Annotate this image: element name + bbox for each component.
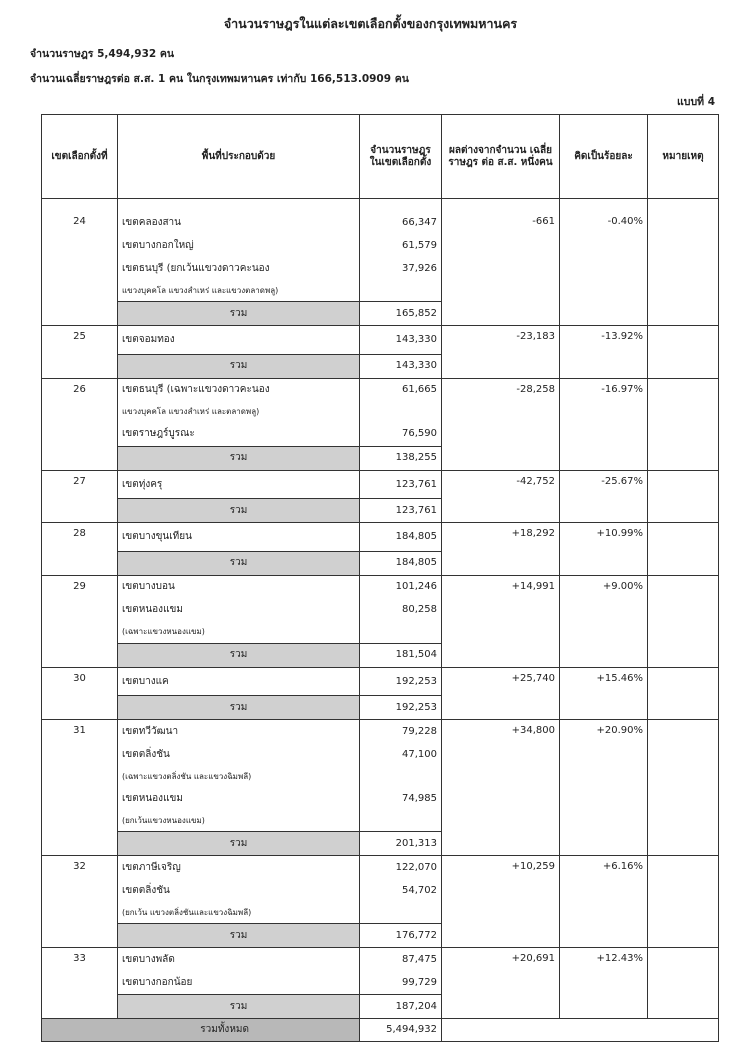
subtotal-value: 187,204 (360, 995, 442, 1019)
table-header-row (42, 115, 719, 199)
population-value: 61,579 (360, 234, 442, 257)
area-name: (ยกเว้น แขวงตลิ่งชันและแขวงฉิมพลี) (118, 902, 360, 924)
area-name: เขตทวีวัฒนา (118, 720, 360, 744)
subtotal-blank (42, 354, 118, 378)
population-summary: จำนวนราษฎร 5,494,932 คน (30, 48, 175, 60)
population-value: 47,100 (360, 743, 442, 766)
area-name: เขตราษฎร์บูรณะ (118, 423, 360, 447)
subtotal-value: 181,504 (360, 643, 442, 667)
difference-value: +25,740 (442, 667, 560, 720)
subtotal-blank (42, 832, 118, 856)
population-value: 123,761 (360, 470, 442, 499)
district-number: 25 (42, 326, 118, 355)
difference-value: +10,259 (442, 856, 560, 948)
population-value: 101,246 (360, 575, 442, 599)
percent-value: +10.99% (560, 523, 648, 576)
area-name: เขตทุ่งครุ (118, 470, 360, 499)
subtotal-label: รวม (118, 551, 360, 575)
area-name: เขตภาษีเจริญ (118, 856, 360, 880)
district-number: 31 (42, 720, 118, 832)
percent-value: -0.40% (560, 211, 648, 326)
table-row (42, 856, 719, 880)
population-value (360, 766, 442, 787)
average-summary: จำนวนเฉลี่ยราษฎรต่อ ส.ส. 1 คน ในกรุงเทพมหานคร เท่ากับ 166,513.0909 คน (30, 73, 409, 85)
area-name: เขตธนบุรี (เฉพาะแขวงดาวคะนอง (118, 378, 360, 402)
population-table (41, 114, 719, 1042)
difference-value: -23,183 (442, 326, 560, 379)
population-value: 74,985 (360, 787, 442, 810)
table-body (42, 199, 719, 1042)
population-value: 54,702 (360, 879, 442, 902)
population-value: 61,665 (360, 378, 442, 402)
area-name: (เฉพาะแขวงตลิ่งชัน และแขวงฉิมพลี) (118, 766, 360, 787)
area-name: เขตตลิ่งชัน (118, 879, 360, 902)
remark-cell (648, 948, 719, 1019)
area-name: (เฉพาะแขวงหนองแขม) (118, 622, 360, 644)
grand-total-row (42, 1019, 719, 1042)
remark-cell (648, 575, 719, 667)
percent-value: -16.97% (560, 378, 648, 470)
percent-value: -25.67% (560, 470, 648, 523)
area-name: เขตบางบอน (118, 575, 360, 599)
difference-value: +18,292 (442, 523, 560, 576)
table-row (42, 470, 719, 499)
district-number: 26 (42, 378, 118, 446)
remark-cell (648, 720, 719, 856)
remark-cell (648, 523, 719, 576)
population-value (360, 810, 442, 832)
population-value: 79,228 (360, 720, 442, 744)
area-name: เขตหนองแขม (118, 599, 360, 622)
subtotal-label: รวม (118, 924, 360, 948)
population-value (360, 280, 442, 302)
table-row (42, 378, 719, 402)
subtotal-blank (42, 696, 118, 720)
population-value: 122,070 (360, 856, 442, 880)
header-remark: หมายเหตุ (648, 115, 719, 199)
percent-value: +20.90% (560, 720, 648, 856)
subtotal-label: รวม (118, 446, 360, 470)
table-row (42, 523, 719, 552)
remark-cell (648, 856, 719, 948)
subtotal-label: รวม (118, 995, 360, 1019)
population-value (360, 402, 442, 423)
area-name: เขตจอมทอง (118, 326, 360, 355)
header-population: จำนวนราษฎร ในเขตเลือกตั้ง (360, 115, 442, 199)
subtotal-label: รวม (118, 832, 360, 856)
area-name: เขตธนบุรี (ยกเว้นแขวงดาวคะนอง (118, 257, 360, 280)
subtotal-blank (42, 643, 118, 667)
header-difference: ผลต่างจากจำนวน เฉลี่ยราษฎร ต่อ ส.ส. หนึ่งคน (442, 115, 560, 199)
header-area: พื้นที่ประกอบด้วย (118, 115, 360, 199)
area-name: เขตบางพลัด (118, 948, 360, 972)
population-value (360, 622, 442, 644)
form-number: แบบที่ 4 (677, 96, 715, 108)
subtotal-value: 201,313 (360, 832, 442, 856)
remark-cell (648, 211, 719, 326)
subtotal-blank (42, 302, 118, 326)
percent-value: +12.43% (560, 948, 648, 1019)
population-value (360, 902, 442, 924)
district-number: 28 (42, 523, 118, 552)
population-value: 99,729 (360, 971, 442, 995)
district-number: 33 (42, 948, 118, 995)
subtotal-blank (42, 551, 118, 575)
subtotal-blank (42, 924, 118, 948)
district-number: 29 (42, 575, 118, 643)
subtotal-value: 123,761 (360, 499, 442, 523)
subtotal-label: รวม (118, 643, 360, 667)
table-row (42, 720, 719, 744)
header-district: เขตเลือกตั้งที่ (42, 115, 118, 199)
percent-value: +6.16% (560, 856, 648, 948)
subtotal-blank (42, 446, 118, 470)
subtotal-value: 176,772 (360, 924, 442, 948)
district-number: 32 (42, 856, 118, 924)
table-row (42, 326, 719, 355)
area-name: เขตหนองแขม (118, 787, 360, 810)
subtotal-value: 143,330 (360, 354, 442, 378)
grand-total-blank (442, 1019, 719, 1042)
difference-value: +34,800 (442, 720, 560, 856)
subtotal-value: 184,805 (360, 551, 442, 575)
district-number: 30 (42, 667, 118, 696)
remark-cell (648, 667, 719, 720)
difference-value: -42,752 (442, 470, 560, 523)
remark-cell (648, 378, 719, 470)
area-name: เขตตลิ่งชัน (118, 743, 360, 766)
subtotal-label: รวม (118, 302, 360, 326)
population-value: 37,926 (360, 257, 442, 280)
population-value: 184,805 (360, 523, 442, 552)
subtotal-blank (42, 499, 118, 523)
subtotal-label: รวม (118, 354, 360, 378)
population-value: 87,475 (360, 948, 442, 972)
difference-value: -28,258 (442, 378, 560, 470)
subtotal-value: 192,253 (360, 696, 442, 720)
difference-value: +20,691 (442, 948, 560, 1019)
percent-value: +9.00% (560, 575, 648, 667)
grand-total-label: รวมทั้งหมด (42, 1019, 360, 1042)
percent-value: +15.46% (560, 667, 648, 720)
remark-cell (648, 470, 719, 523)
area-name: เขตบางกอกใหญ่ (118, 234, 360, 257)
area-name: แขวงบุคคโล แขวงสำเหร่ และแขวงตลาดพลู) (118, 280, 360, 302)
table-row (42, 667, 719, 696)
subtotal-value: 138,255 (360, 446, 442, 470)
grand-total-value: 5,494,932 (360, 1019, 442, 1042)
population-value: 143,330 (360, 326, 442, 355)
difference-value: +14,991 (442, 575, 560, 667)
subtotal-value: 165,852 (360, 302, 442, 326)
area-name: เขตบางกอกน้อย (118, 971, 360, 995)
table-row (42, 948, 719, 972)
population-value: 66,347 (360, 211, 442, 234)
population-value: 192,253 (360, 667, 442, 696)
district-number: 24 (42, 211, 118, 302)
spacer-row (42, 199, 719, 212)
remark-cell (648, 326, 719, 379)
area-name: เขตคลองสาน (118, 211, 360, 234)
table-row (42, 575, 719, 599)
area-name: (ยกเว้นแขวงหนองแขม) (118, 810, 360, 832)
population-value: 80,258 (360, 599, 442, 622)
subtotal-blank (42, 995, 118, 1019)
area-name: เขตบางขุนเทียน (118, 523, 360, 552)
area-name: แขวงบุคคโล แขวงสำเหร่ และตลาดพลู) (118, 402, 360, 423)
subtotal-label: รวม (118, 499, 360, 523)
document-title: จำนวนราษฎรในแต่ละเขตเลือกตั้งของกรุงเทพมหานคร (223, 16, 518, 31)
percent-value: -13.92% (560, 326, 648, 379)
area-name: เขตบางแค (118, 667, 360, 696)
district-number: 27 (42, 470, 118, 499)
population-value: 76,590 (360, 423, 442, 447)
subtotal-label: รวม (118, 696, 360, 720)
table-row (42, 211, 719, 234)
difference-value: -661 (442, 211, 560, 326)
header-percent: คิดเป็นร้อยละ (560, 115, 648, 199)
